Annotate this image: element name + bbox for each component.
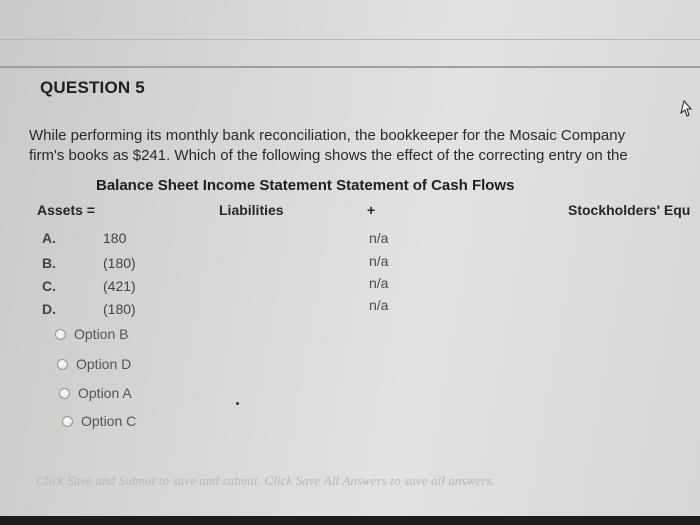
submit-instructions: Click Save and Submit to save and submit. Click Save All Answers to save all answers. (36, 473, 495, 488)
question-text (29, 126, 700, 166)
row-b-liabilities: n/a (369, 253, 389, 269)
radio-button-icon[interactable] (59, 388, 70, 399)
row-b-assets: (180) (103, 255, 136, 271)
option-c-label[interactable]: Option C (81, 413, 137, 429)
question-title: QUESTION 5 (40, 78, 145, 97)
option-b-label[interactable]: Option B (74, 326, 129, 342)
assets-column-header: Assets = (37, 202, 95, 218)
top-divider (0, 39, 700, 40)
row-c-assets: (421) (103, 278, 136, 294)
question-text-line-1: While performing its monthly bank reconciliation, the bookkeeper for the Mosaic Company (29, 127, 626, 144)
option-d-label[interactable]: Option D (76, 356, 132, 372)
radio-button-icon[interactable] (55, 329, 66, 340)
row-d-assets: (180) (103, 301, 136, 317)
radio-button-icon[interactable] (62, 416, 73, 427)
option-c[interactable] (62, 413, 136, 429)
row-b-letter: B. (42, 255, 56, 271)
stockholders-equity-column-header: Stockholders' Equ (568, 202, 691, 218)
liabilities-column-header: Liabilities (219, 202, 284, 218)
plus-sign: + (367, 202, 376, 218)
question-text-line-2: firm's books as $241. Which of the following shows the effect of the correcting entry on the (29, 147, 628, 164)
option-a[interactable] (59, 385, 132, 401)
screen-bottom-edge (0, 516, 700, 525)
row-d-liabilities: n/a (369, 297, 389, 313)
row-a-liabilities: n/a (369, 230, 389, 246)
radio-button-icon[interactable] (57, 359, 68, 370)
question-divider (0, 66, 700, 68)
row-d-letter: D. (42, 301, 56, 317)
option-b[interactable] (55, 326, 128, 342)
statement-header: Balance Sheet Income Statement Statement of Cash Flows (96, 177, 515, 194)
option-d[interactable] (57, 356, 131, 372)
row-c-letter: C. (42, 278, 56, 294)
row-a-assets: 180 (103, 230, 127, 246)
stray-dot (236, 402, 239, 405)
mouse-cursor-icon (676, 100, 692, 118)
row-a-letter: A. (42, 230, 56, 246)
option-a-label[interactable]: Option A (78, 385, 132, 401)
row-c-liabilities: n/a (369, 275, 389, 291)
